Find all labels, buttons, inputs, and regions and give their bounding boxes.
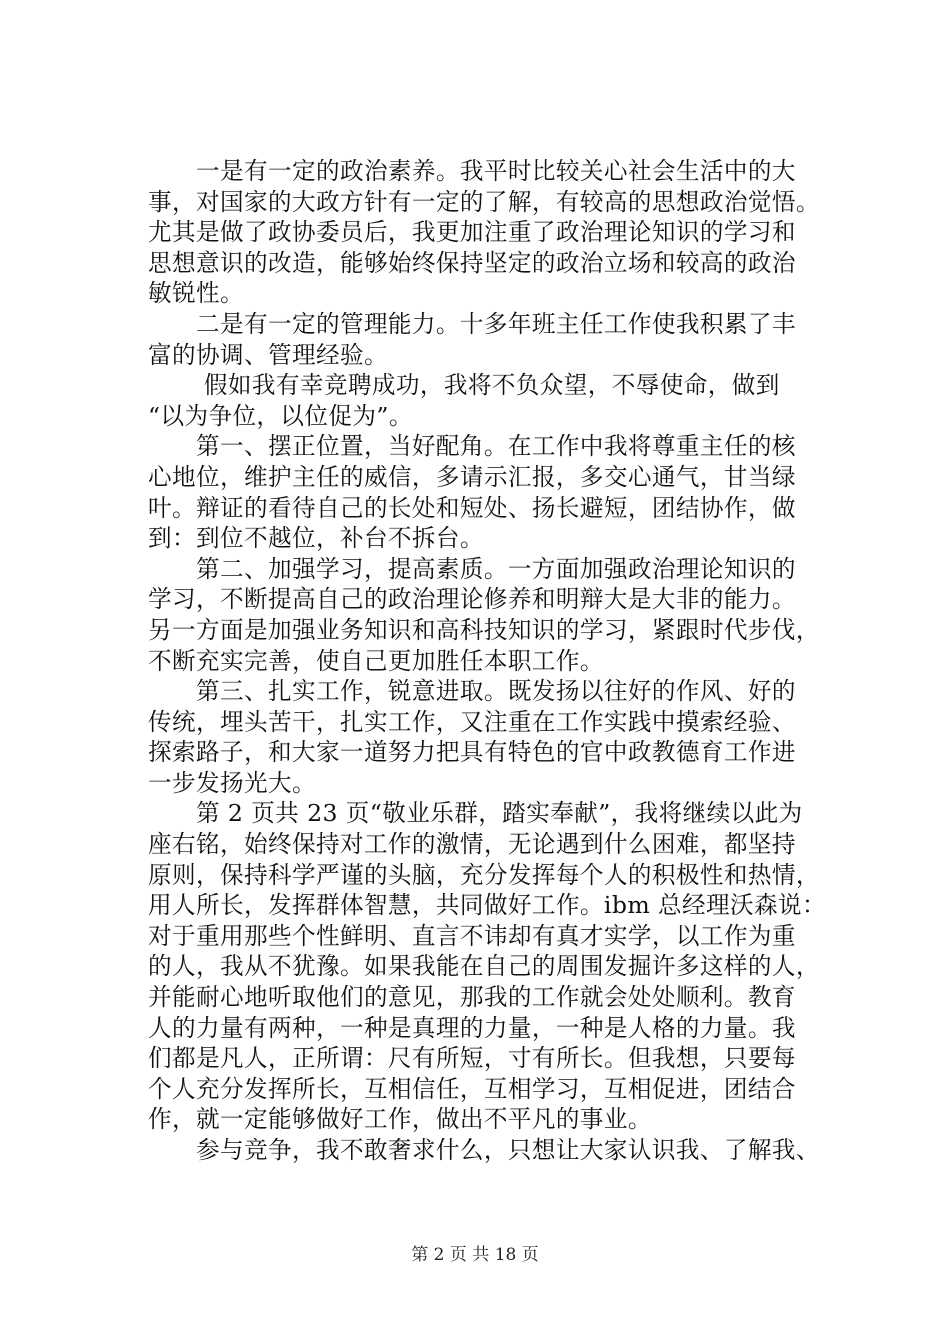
text-line: 们都是凡人，正所谓：尺有所短，寸有所长。但我想，只要每 <box>148 1044 796 1073</box>
text-line: 的人，我从不犹豫。如果我能在自己的周围发掘许多这样的人， <box>148 952 820 981</box>
text-line: 叶。辩证的看待自己的长处和短处、扬长避短，团结协作，做 <box>148 493 796 522</box>
text-line: 事，对国家的大政方针有一定的了解，有较高的思想政治觉悟。 <box>148 187 820 216</box>
text-line: 作，就一定能够做好工作，做出不平凡的事业。 <box>148 1105 652 1134</box>
text-line: 对于重用那些个性鲜明、直言不讳却有真才实学，以工作为重 <box>148 921 796 950</box>
text-line: 第 2 页共 23 页“敬业乐群，踏实奉献”，我将继续以此为 <box>148 799 803 828</box>
text-line: 一是有一定的政治素养。我平时比较关心社会生活中的大 <box>148 157 796 185</box>
text-line: 第三、扎实工作，锐意进取。既发扬以往好的作风、好的 <box>148 677 796 706</box>
text-line: 不断充实完善，使自己更加胜任本职工作。 <box>148 646 604 675</box>
text-line: 第一、摆正位置，当好配角。在工作中我将尊重主任的核 <box>148 432 796 461</box>
text-line: 敏锐性。 <box>148 279 244 308</box>
text-line: 并能耐心地听取他们的意见，那我的工作就会处处顺利。教育 <box>148 983 796 1012</box>
text-line: 假如我有幸竞聘成功，我将不负众望，不辱使命，做到 <box>148 371 780 400</box>
text-line: 原则，保持科学严谨的头脑，充分发挥每个人的积极性和热情， <box>148 860 820 889</box>
text-line: 参与竞争，我不敢奢求什么，只想让大家认识我、了解我、 <box>148 1136 820 1164</box>
text-line: “以为争位，以位促为”。 <box>148 401 413 430</box>
text-line: 用人所长，发挥群体智慧，共同做好工作。ibm 总经理沃森说： <box>148 891 826 920</box>
text-line: 思想意识的改造，能够始终保持坚定的政治立场和较高的政治 <box>148 248 796 277</box>
text-line: 富的协调、管理经验。 <box>148 340 388 369</box>
text-line: 人的力量有两种，一种是真理的力量，一种是人格的力量。我 <box>148 1013 796 1042</box>
page-footer: 第 2 页 共 18 页 <box>411 1245 539 1265</box>
text-line: 个人充分发挥所长，互相信任，互相学习，互相促进，团结合 <box>148 1074 796 1103</box>
text-line: 学习，不断提高自己的政治理论修养和明辩大是大非的能力。 <box>148 585 796 614</box>
text-line: 一步发扬光大。 <box>148 768 316 797</box>
text-line: 第二、加强学习，提高素质。一方面加强政治理论知识的 <box>148 554 796 583</box>
text-line: 尤其是做了政协委员后，我更加注重了政治理论知识的学习和 <box>148 218 796 247</box>
text-line: 传统，埋头苦干，扎实工作，又注重在工作实践中摸索经验、 <box>148 707 796 736</box>
text-line: 二是有一定的管理能力。十多年班主任工作使我积累了丰 <box>148 309 796 338</box>
text-line: 到：到位不越位，补台不拆台。 <box>148 524 484 553</box>
text-line: 心地位，维护主任的威信，多请示汇报，多交心通气，甘当绿 <box>148 462 796 491</box>
text-line: 座右铭，始终保持对工作的激情，无论遇到什么困难，都坚持 <box>148 830 796 859</box>
document-body <box>148 156 858 1166</box>
text-line: 另一方面是加强业务知识和高科技知识的学习，紧跟时代步伐， <box>148 615 820 644</box>
text-line: 探索路子，和大家一道努力把具有特色的官中政教德育工作进 <box>148 738 796 767</box>
